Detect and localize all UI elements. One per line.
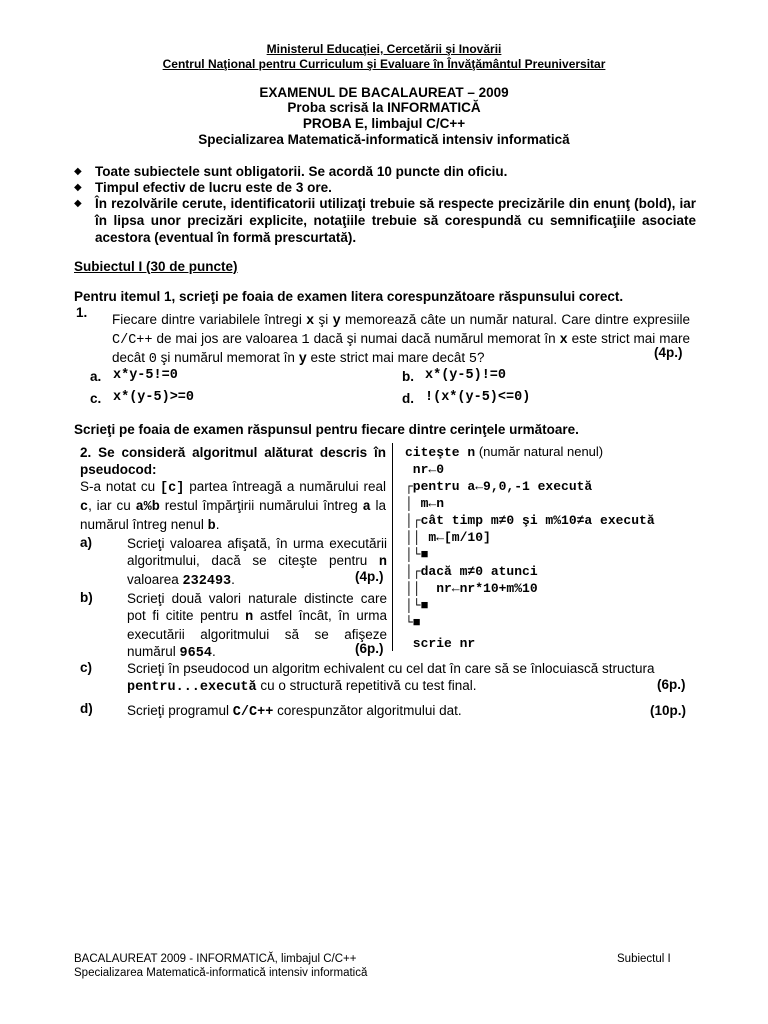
rule-2: Timpul efectiv de lucru este de 3 ore. (95, 180, 332, 195)
pseudocode-line: │┌dacă m≠0 atunci (405, 564, 538, 579)
item1-intro: Pentru itemul 1, scrieţi pe foaia de examen litera corespunzătoare răspunsului corect. (74, 289, 624, 304)
pseudocode-line: │┌cât timp m≠0 şi m%10≠a execută (405, 513, 655, 528)
option-a-letter: a. (90, 369, 102, 384)
rule-1: Toate subiectele sunt obligatorii. Se acordă 10 puncte din oficiu. (95, 164, 508, 179)
question-d-label: d) (80, 701, 93, 716)
item2-description: S-a notat cu [c] partea întreagă a numărului real c, iar cu a%b restul împărţirii numărului întreg a la numărul întreg nenul b. (80, 479, 387, 534)
pseudocode-line: scrie nr (405, 636, 476, 651)
pseudocode-line: citeşte n (405, 445, 476, 460)
pseudocode-line: │└■ (405, 598, 429, 613)
question-c-label: c) (80, 660, 93, 675)
item1-number: 1. (76, 305, 88, 320)
ministry-heading: Ministerul Educaţiei, Cercetării şi Inovării (266, 42, 502, 56)
item2-title: 2. Se consideră algoritmul alăturat descris în pseudocod: (80, 445, 386, 477)
bullet-icon: ◆ (74, 182, 82, 193)
footer-right: Subiectul I (617, 953, 671, 965)
question-b-label: b) (80, 590, 93, 605)
rule-3: În rezolvările cerute, identificatorii utilizaţi trebuie să respecte precizările din enunţ (bold), iar în lipsa unor precizări explicite, notaţiile trebuie să corespundă cu semnificaţiile asociate acestora (eventual în formă prescurtată). (95, 196, 696, 245)
pseudocode-line: │└■ (405, 547, 429, 562)
option-d-letter: d. (402, 391, 414, 406)
item1-question: Fiecare dintre variabilele întregi x şi y memorează câte un număr natural. Care dintre expresiile C/C++ de mai jos are valoarea 1 dacă şi numai dacă numărul memorat în x este strict mai mare decât 0 şi numărul memorat în y este strict mai mare decât 5? (112, 312, 690, 367)
question-d-points: (10p.) (650, 703, 687, 718)
pseudocode-line: │ m←n (405, 496, 445, 511)
pseudocode-comment: (număr natural nenul) (475, 444, 604, 459)
question-b-points: (6p.) (355, 641, 384, 656)
bullet-icon: ◆ (74, 166, 82, 177)
question-a-text: Scrieţi valoarea afişată, în urma executării algoritmului, dacă se citeşte pentru n valoarea 232493. (127, 536, 387, 589)
exam-proba: PROBA E, limbajul C/C++ (302, 116, 466, 131)
bullet-icon: ◆ (74, 198, 82, 209)
subject-heading: Subiectul I (30 de puncte) (74, 259, 238, 274)
exam-specialization: Specializarea Matematică-informatică intensiv informatică (198, 132, 570, 147)
option-d-expr: !(x*(y-5)<=0) (425, 390, 531, 405)
option-b-letter: b. (402, 369, 414, 384)
pseudocode-line: nr←0 (405, 462, 445, 477)
exam-subtitle: Proba scrisă la INFORMATICĂ (287, 100, 481, 115)
footer-left-line1: BACALAUREAT 2009 - INFORMATICĂ, limbajul C/C++ (74, 953, 357, 965)
option-c-letter: c. (90, 391, 102, 406)
question-c-points: (6p.) (657, 677, 686, 692)
section2-intro: Scrieţi pe foaia de examen răspunsul pentru fiecare dintre cerinţele următoare. (74, 422, 579, 437)
option-c-expr: x*(y-5)>=0 (113, 390, 195, 405)
option-a-expr: x*y-5!=0 (113, 368, 178, 383)
center-heading: Centrul Naţional pentru Curriculum şi Evaluare în Învăţământul Preuniversitar (162, 57, 606, 71)
question-a-points: (4p.) (355, 569, 384, 584)
pseudocode-block (405, 444, 655, 652)
question-c-text: Scrieţi în pseudocod un algoritm echivalent cu cel dat în care să se înlocuiască structura pentru...execută cu o structură repetitivă cu test final. (127, 661, 655, 695)
pseudocode-line: └■ (405, 615, 421, 630)
option-b-expr: x*(y-5)!=0 (425, 368, 507, 383)
pseudocode-line: ││ m←[m/10] (405, 530, 491, 545)
question-a-label: a) (80, 535, 93, 550)
pseudocode-line: ││ nr←nr*10+m%10 (405, 581, 538, 596)
question-d-text: Scrieţi programul C/C++ corespunzător algoritmului dat. (127, 703, 462, 720)
pseudocode-line: ┌pentru a←9,0,-1 execută (405, 479, 593, 494)
question-b-text: Scrieţi două valori naturale distincte care pot fi citite pentru n astfel încât, în urma executării algoritmului să se afişeze numărul 9654. (127, 591, 387, 661)
exam-title: EXAMENUL DE BACALAUREAT – 2009 (259, 85, 509, 100)
footer-left-line2: Specializarea Matematică-informatică intensiv informatică (74, 967, 368, 979)
column-divider (392, 443, 393, 651)
item1-points: (4p.) (654, 345, 683, 360)
